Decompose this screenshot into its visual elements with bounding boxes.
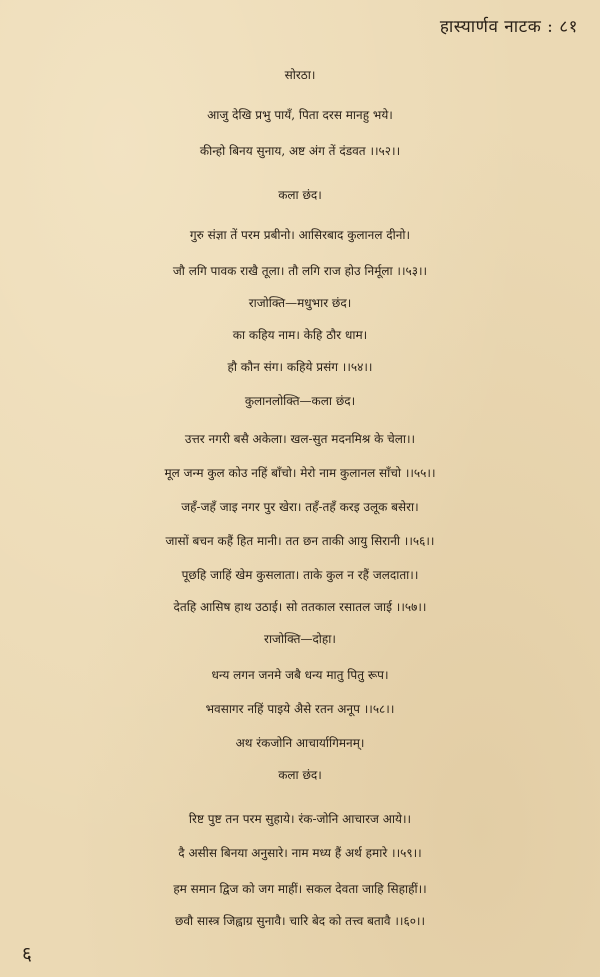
verse-line: हम समान द्विज को जग माहीं। सकल देवता जाहि सिहाहीं।। [173,882,427,896]
verse-line: हौ कौन संग। कहिये प्रसंग ।।५४।। [227,360,373,374]
heading-ath-rankjoni: अथ रंकजोनि आचार्यागिमनम्। [235,736,365,750]
verse-line: रिष्ट पुष्ट तन परम सुहाये। रंक-जोनि आचारज आये।। [188,812,412,826]
heading-rajokti-doha: राजोक्ति—दोहा। [264,632,336,646]
page-number: ६ [22,943,32,965]
heading-kala-chhand: कला छंद। [278,188,322,202]
verse-line: मूल जन्म कुल कोउ नहिं बाँचो। मेरो नाम कुलानल साँचो ।।५५।। [164,466,436,480]
verse-line: देतहि आसिष हाथ उठाई। सो ततकाल रसातल जाई ।।५७।। [173,600,427,614]
verse-line: धन्य लगन जनमे जबै धन्य मातु पितु रूप। [211,668,389,682]
verse-line: का कहिय नाम। केहि ठौर धाम। [232,328,368,342]
verse-line: गुरु संज्ञा तें परम प्रबीनो। आसिरबाद कुलानल दीनो। [189,228,411,242]
verse-line: पूछहि जाहिं खेम कुसलाता। ताके कुल न रहैं जलदाता।। [181,568,419,582]
verse-line: भवसागर नहिं पाइये अैसे रतन अनूप ।।५८।। [205,702,395,716]
heading-kala-chhand-2: कला छंद। [278,768,322,782]
heading-sortha: सोरठा। [284,68,316,82]
verse-line: जासों बचन कहैं हित मानी। तत छन ताकी आयु सिरानी ।।५६।। [165,534,435,548]
verse-line: उत्तर नगरी बसै अकेला। खल-सुत मदनमिश्र के चेला।। [184,432,416,446]
running-head: हास्यार्णव नाटक : ८१ [439,17,578,37]
heading-kulanalokti: कुलानलोक्ति—कला छंद। [244,394,356,408]
verse-line: दै असीस बिनया अनुसारे। नाम मध्य हैं अर्थ हमारे ।।५९।। [178,846,422,860]
heading-rajokti-madhubhar: राजोक्ति—मधुभार छंद। [248,296,352,310]
verse-line: छवौ सास्त्र जिह्वाग्र सुनावै। चारि बेद को तत्त्व बतावै ।।६०।। [174,914,426,928]
verse-line: जौ लगि पावक राखै तूला। तौ लगि राज होउ निर्मूला ।।५३।। [172,264,428,278]
verse-line: जहँ-जहँ जाइ नगर पुर खेरा। तहँ-तहँ करइ उलूक बसेरा। [181,500,419,514]
verse-line: आजु देखि प्रभु पायँ, पिता दरस मानहु भये। [207,108,393,122]
verse-line: कीन्हो बिनय सुनाय, अष्ट अंग तें दंडवत ।।५२।। [199,144,401,158]
